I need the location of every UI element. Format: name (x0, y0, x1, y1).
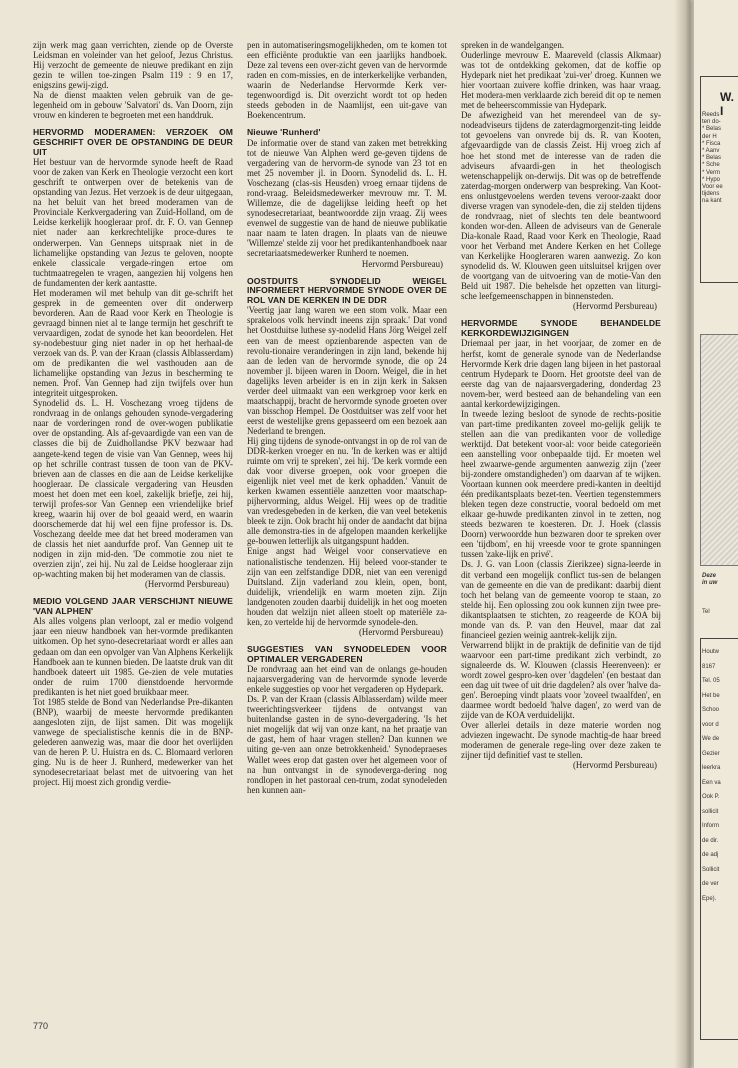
advert-text (702, 573, 717, 587)
article-heading: HERVORMDE SYNODE BEHANDELDE KERKORDEWIJZIGINGEN (461, 318, 661, 338)
column-3 (461, 40, 661, 770)
advert-line: in uw (702, 580, 718, 587)
page-number: 770 (33, 1021, 49, 1031)
article-paragraph: Ds. J. G. van Loon (classis Zierikzee) signa-leerde in dit verband een mogelijk conflict tus-sen de belangen van de gemeente en die van de predikant: daarbij dient toch het belang van de gemeente voorop te staan, zo stelde hij. Een oplossing zou ook kunnen zijn twee pre-dikantsplaatsen te stichten, zo reageerde de KOA bij monde van ds. P. van den Heuvel, maar dat zal financieel gezien weinig aantrek-kelijk zijn. (461, 559, 661, 640)
advert-line: We de (702, 736, 720, 742)
advert-line: Gezier (702, 750, 720, 757)
next-page-edge (694, 0, 738, 1068)
advert-line: der H (702, 133, 717, 140)
advert-line: Inform (702, 823, 720, 829)
advert-line: * Belas (702, 155, 722, 162)
article-paragraph: De informatie over de stand van zaken met betrekking tot de nieuwe Van Alphen werd ge-geven tijdens de vergadering van de hervorm-de synode van 23 tot en met 25 november jl. in Doorn. Synodelid ds. L. H. Voschezang (clas-sis Heusden) vroeg ernaar tijdens de rond-vraag. Beleidsmedewerker mevrouw mr. T. M. Willemze, die de dagelijkse leiding heeft op het synodesecretariaat, beantwoordde zijn vraag. Zij wees evenwel de suggestie van de hand de nieuwe publikatie naar naam te laten dragen. In plaats van de nieuwe 'Willemze' stelde zij voor het predikantenhandboek naar secretariaatsmedewerker Runherd te noemen. (247, 137, 447, 259)
article-heading: MEDIO VOLGEND JAAR VERSCHIJNT NIEUWE 'VAN ALPHEN' (33, 596, 233, 616)
article-paragraph: Als alles volgens plan verloopt, zal er medio volgend jaar een nieuw handboek van her-vormde predikanten uitkomen. Op het syno-desecretariaat wordt er alles aan gedaan om dan een opvolger van Van Alphens Kerkelijk Handboek aan te kunnen bieden. De laatste druk van dit handboek dateert uit 1985. Ge-zien de vele mutaties onder de ruim 1700 dienstdoende hervormde predikanten is het niet goed bruikbaar meer. (33, 616, 233, 697)
intro-paragraph: Na de dienst maakten velen gebruik van de ge-legenheid om in gebouw 'Salvatori' ds. Van Doorn, zijn vrouw en kinderen te begroeten met een handdruk. (33, 90, 233, 121)
advert-line: * Aanv (702, 148, 720, 155)
advert-line: Schoo (702, 707, 720, 713)
article-paragraph: Over allerlei details in deze materie worden nog adviezen ingewacht. De synode machtig-de haar breed moderamen de generale rege-ling over deze zaken te zijner tijd definitief vast te stellen. (461, 720, 661, 761)
intro-paragraph: zijn werk mag gaan verrichten, ziende op de Overste Leidsman en voleinder van het geloof, Jezus Christus. Hij verzocht de gemeente de nieuwe predikant en zijn gezin te willen toe-zingen Psalm 119 : 9 en 17, enigszins gewij-zigd. (33, 40, 233, 91)
advert-heading: W. I (720, 90, 734, 118)
advert-line: Deze (702, 573, 717, 579)
column-2 (247, 40, 447, 795)
article-paragraph: pen in automatiseringsmogelijkheden, om te komen tot een efficiënte produktie van een jaarlijks handboek. Deze zal tevens een over-zicht geven van de hervormde raden en com-missies, en de interkerkelijke verbanden, waarin de Nederlandse Hervormde Kerk ver-tegenwoordigd is. Dit overzicht wordt tot op heden steeds geboden in de Naamlijst, een uit-gave van Boekencentrum. (247, 40, 447, 121)
column-1 (33, 40, 233, 787)
article-paragraph: Het bestuur van de hervormde synode heeft de Raad voor de zaken van Kerk en Theologie verzocht een kort geschrift te ontwerpen over de betekenis van de opstanding van Jezus. Het verzoek is de deur uitgegaan, na het beluit van het breed moderamen van de Provinciale Kerkvergadering van Zuid-Holland, om de Leidse kerkelijk hoogleraar prof. dr. F. O. van Gennep niet nader aan kerkrechtelijke proce-dures te onderwerpen. Van Genneps uitspraak niet in de lichamelijke opstanding van Jezus te geloven, noopte enkele classicale vergade-ringen ertoe om tuchtmaatregelen te vragen, aangezien hij volgens hen de fundamenten der kerk aantastte. (33, 157, 233, 288)
advert-line: de dir. (702, 837, 719, 844)
article-paragraph: Ds. P. van der Kraan (classis Alblasserdam) wilde meer tweerichtingsverkeer tijdens de ontvangst van buitenlandse gasten in de syno-devergadering. 'Is het niet mogelijk dat wij van onze kant, na het praatje van de gast, hem of haar vragen stellen? Dan kunnen we uiting ge-ven aan onze betrokkenheid.' Synodepraeses Wallet wees erop dat gasten over het algemeen voor of na hun ontvangst in de synodeverga-dering nog rondlopen in het pastoraal cen-trum, zodat synodeleden hen kunnen aan- (247, 694, 447, 795)
article-heading: HERVORMD MODERAMEN: VERZOEK OM GESCHRIFT OVER DE OPSTANDING DE DEUR UIT (33, 127, 233, 157)
article-signature: (Hervormd Persbureau) (572, 301, 657, 312)
advert-line: ten do- (702, 119, 721, 126)
article-paragraph: Synodelid ds. L. H. Voschezang vroeg tijdens de rondvraag in de onlangs gehouden synode-vergadering naar de vorderingen rond de over-wogen publikatie over de opstanding. Als af-gevaardigde van een van de classes die bij de Zuidhollandse PKV bezwaar had aangete-kend tegen de visie van Van Gennep, wees hij op het schrille contrast tussen de toon van de PKV-brieven aan de classes en die aan de Leidse kerkelijke hoogleraar. De classicale vergadering van Heusden moest het doen met een koel, zakelijk briefje, zei hij, terwijl profes-sor Van Gennep een vriendelijke brief kreeg, waarin hij over de bol geaaid werd, en waarin doorschemerde dat hij wel een fijne professor is. Ds. Voschezang deelde mee dat het breed moderamen van de classis het niet aandurfde prof. Van Gennep uit te nodigen in zijn mid-den. 'De commotie zou niet te overzien zijn', zei hij. Nu zal de Leidse hoogleraar zijn op-wachting maken bij het moderamen van de classis. (33, 398, 233, 580)
article-paragraph: De afwezigheid van het merendeel van de sy-nodeadviseurs tijdens de zaterdagmorgenzit-ting leidde tot gevoelens van onvrede bij ds. R. van Kooten, afgevaardigde van de classis Zeist. Hij vroeg zich af hoe het stond met de interesse van de raden die adviseurs afvaardi-gen in het theologisch wetenschappelijk on-derwijs. Dit was op de betreffende zaterdag-morgen onderwerp van bespreking. Van Koot-ens onlustgevoelens werden tevens veroor-zaakt door diverse vragen van synodele-den, die zij stelden tijdens de rondvraag, niet of slechts ten dele beantwoord konden wor-den. Alleen de adviseurs van de Generale Dia-konale Raad, Raad voor Kerk en Theologie, Raad voor het Verband met Andere Kerken en het College van Kerkelijke Hoogleraren waren aanwezig. Zo kon synodelid ds. W. Klouwen geen uitsluitsel krijgen over de voortgang van de uitvoering van de motie-Van den Beld uit 1987. Die behelsde het opzetten van liturgi-sche leefgemeenschappen in binnensteden. (461, 110, 661, 302)
article-paragraph: Enige angst had Weigel voor conservatieve en nationalistische tendenzen. Hij beleed voor-stander te zijn van een zelfstandige DDR, niet van een verenigd Duitsland. Zijn vaderland zou klein, open, bont, duidelijk, vriendelijk en warm moeten zijn. Zijn landgenoten zouden daarbij duidelijk in het oog moeten houden dat welzijn niet alleen stoelt op materiële za-ken, zo vertelde hij de hervormde synodele-den. (247, 546, 447, 627)
article-paragraph: Verwarrend blijkt in de praktijk de definitie van de tijd waarvoor een part-time predikant zich verbindt, zo signaleerde ds. W. Klouwen (classis Heerenveen): er wordt zowel gespro-ken over 'dagdelen' (en bestaat dan een dag uit twee of uit drie dagdelen? als over 'halve da-gen'. Beroeping vindt plaats voor 'zoveel twaalfden', en daarmee wordt bedoeld 'halve dagen', zo werd van de zijde van de KOA verduidelijkt. (461, 639, 661, 721)
advert-line: * Belas (702, 126, 722, 133)
advert-line: * Sche (702, 162, 720, 169)
article-paragraph: De rondvraag aan het eind van de onlangs ge-houden najaarsvergadering van de hervormde synode leverde enkele suggesties op voor het vergaderen op Hydepark. (247, 664, 447, 695)
advert-line: Houtw (702, 649, 720, 655)
article-signature: (Hervormd Persbureau) (358, 626, 443, 637)
advert-line: de adj (702, 852, 719, 858)
advert-line: Het be (702, 692, 720, 699)
article-paragraph: Ouderlinge mevrouw E. Maareveld (classis Alkmaar) was tot de ontdekking gekomen, dat de koffie op Hydepark niet het predikaat 'zui-ver' droeg. Kunnen we hier voortaan zuivere koffie drinken, was haar vraag. Het modera-men verklaarde zich bereid dit op te nemen met de beheerscommissie van Hydepark. (461, 50, 661, 111)
advert-line: * Verm (702, 169, 721, 176)
sub-heading: Nieuwe 'Runherd' (247, 127, 321, 138)
advert-line: Tel. 05 (702, 678, 720, 684)
advert-line: * Hypo (702, 176, 721, 183)
advert-line: na kant (702, 198, 722, 205)
advert-line: de ver (702, 881, 719, 887)
advert-line: Een va (702, 779, 721, 786)
advert-line: * Fisca (702, 140, 721, 147)
advert-line: Voor ee (702, 184, 723, 191)
advert-photo (700, 334, 738, 566)
advert-text (702, 609, 710, 616)
advert-line: Ook P. (702, 794, 720, 800)
advert-line: leerkra (702, 765, 721, 771)
advert-line: tijdens (702, 191, 720, 198)
advert-line: Sollicit (702, 866, 720, 873)
article-paragraph: In tweede lezing besloot de synode de rechts-positie van part-time predikanten zoveel mo-gelijk gelijk te stellen aan die van predikanten voor de volledige werktijd. Dat betekent voor-al: voor beide categorieën een aanstelling voor onbepaalde tijd. Er moeten wel heel zwaarwe-gende argumenten aanwezig zijn ('zeer bij-zondere omstandigheden') om daarvan af te wijken. Voortaan kunnen ook meerdere predi-kanten in deeltijd één predikantsplaats bezet-ten. Veertien tegenstemmers bleken tegen deze constructie, vooral bedoeld om met elkaar ge-huwde predikanten zinvol in te zetten, nog steeds bezwaren te koesteren. Dr. J. Hoek (classis Doorn) verwoordde hun bezwaren door te spreken over een 'tijdbom', en hij vreesde voor te grote spanningen tussen 'zake-lijk en privé'. (461, 408, 661, 560)
advert-text (702, 112, 723, 206)
article-paragraph: spreken in de wandelgangen. (461, 40, 565, 50)
article-signature: (Hervormd Persbureau) (144, 579, 229, 590)
article-paragraph: Tot 1985 stelde de Bond van Nederlandse Pre-dikanten (BNP), waarbij de meeste hervormde predikanten aangesloten zijn, de lijst samen. Dit was mogelijk vanwege de specialistische kennis die in de BNP-gelederen aanwezig was, maar die door het overlijden van de heren P. U. Huistra en ds. C. Blomaard verloren ging. Nu is de heer J. Runherd, medewerker van het synodesecretariaat belast met de uitvoering van het project. Hij moest zich grondig verdie- (33, 696, 233, 788)
advert-line: Epe). (702, 895, 717, 902)
article-signature: (Hervormd Persbureau) (572, 760, 657, 771)
article-heading: SUGGESTIES VAN SYNODELEDEN VOOR OPTIMALER VERGADEREN (247, 643, 447, 664)
page-gutter (674, 0, 690, 1068)
article-paragraph: Het moderamen wil met behulp van dit ge-schrift het gesprek in de gemeenten over dit onderwerp bevorderen. Aan de Raad voor Kerk en Theologie is gevraagd binnen niet al te lange termijn het geschrift te vervaardigen, zodat de synode het kan beoordelen. Het sy-nodebestuur ging niet nader in op het herhaal-de verzoek van ds. P. van der Kraan (classis Alblasserdam) om de predikanten die wel vasthouden aan de lichamelijke opstanding van Jezus in bescherming te nemen. Prof. Van Gennep had zijn twijfels over hun integriteit uitgesproken. (33, 287, 233, 399)
article-paragraph: Hij ging tijdens de synode-ontvangst in op de rol van de DDR-kerken vroeger en nu. 'In de kerken was er altijd ruimte om vrij te spreken', zei hij. 'De kerk vormde een dak voor diverse groepen, ook voor groepen die eigenlijk niet veel met de kerk ophadden.' Vanuit de kerken kwamen essentiële aanzetten voor maatschap-pijhervorming, aldus Weigel. Hij wees op de traditie van vredesgebeden in de kerken, die van veel betekenis bleek te zijn. Ook bracht hij onder de aandacht dat bijna alle demonstra-ties in de afgelopen maanden kerkelijke ge-bouwen letterlijk als uitgangspunt hadden. (247, 435, 447, 547)
article-paragraph: Driemaal per jaar, in het voorjaar, de zomer en de herfst, komt de generale synode van de Nederlandse Hervormde Kerk drie dagen lang bijeen in het pastoraal centrum Hydepark te Doorn. Het grootste deel van de eerste dag van de najaarsvergadering, donderdag 23 novem-ber, werd besteed aan de behandeling van een aantal kerkordewijzigingen. (461, 338, 661, 409)
advert-line: sollicit (702, 808, 719, 815)
article-heading: OOSTDUITS SYNODELID WEIGEL INFORMEERT HERVORMDE SYNODE OVER DE ROL VAN DE KERKEN IN DE DDR (247, 275, 447, 305)
advert-line: voor d (702, 721, 719, 728)
advert-text (702, 645, 721, 906)
article-signature: Hervormd Persbureau) (361, 258, 443, 269)
advert-line: Reeds (702, 112, 720, 118)
advert-line: 8167 (702, 663, 716, 670)
advert-line: Tel (702, 609, 710, 615)
article-paragraph: 'Veertig jaar lang waren we een stom volk. Maar een sprakeloos volk hervindt ineens zijn spraak.' Dat vond het Oostduitse luthese sy-nodelid Hans Jörg Weigel zelf een van de meest opzienbarende aspecten van de revolu-tionaire veranderingen in zijn land, bekende hij aan de leden van de hervormde synode, die op 24 november jl. bijeen waren in Doorn. Weigel, die in het dagelijks leven arbeider is en in zijn kerk in Saksen verder deel uitmaakt van een werkgroep voor kerk en maatschappij, bracht de hervormde synode groeten over van bisschop Hempel. De Oostduitser was zelf voor het eerst de westelijke grens gepasseerd om een bezoek aan Nederland te brengen. (247, 305, 447, 436)
